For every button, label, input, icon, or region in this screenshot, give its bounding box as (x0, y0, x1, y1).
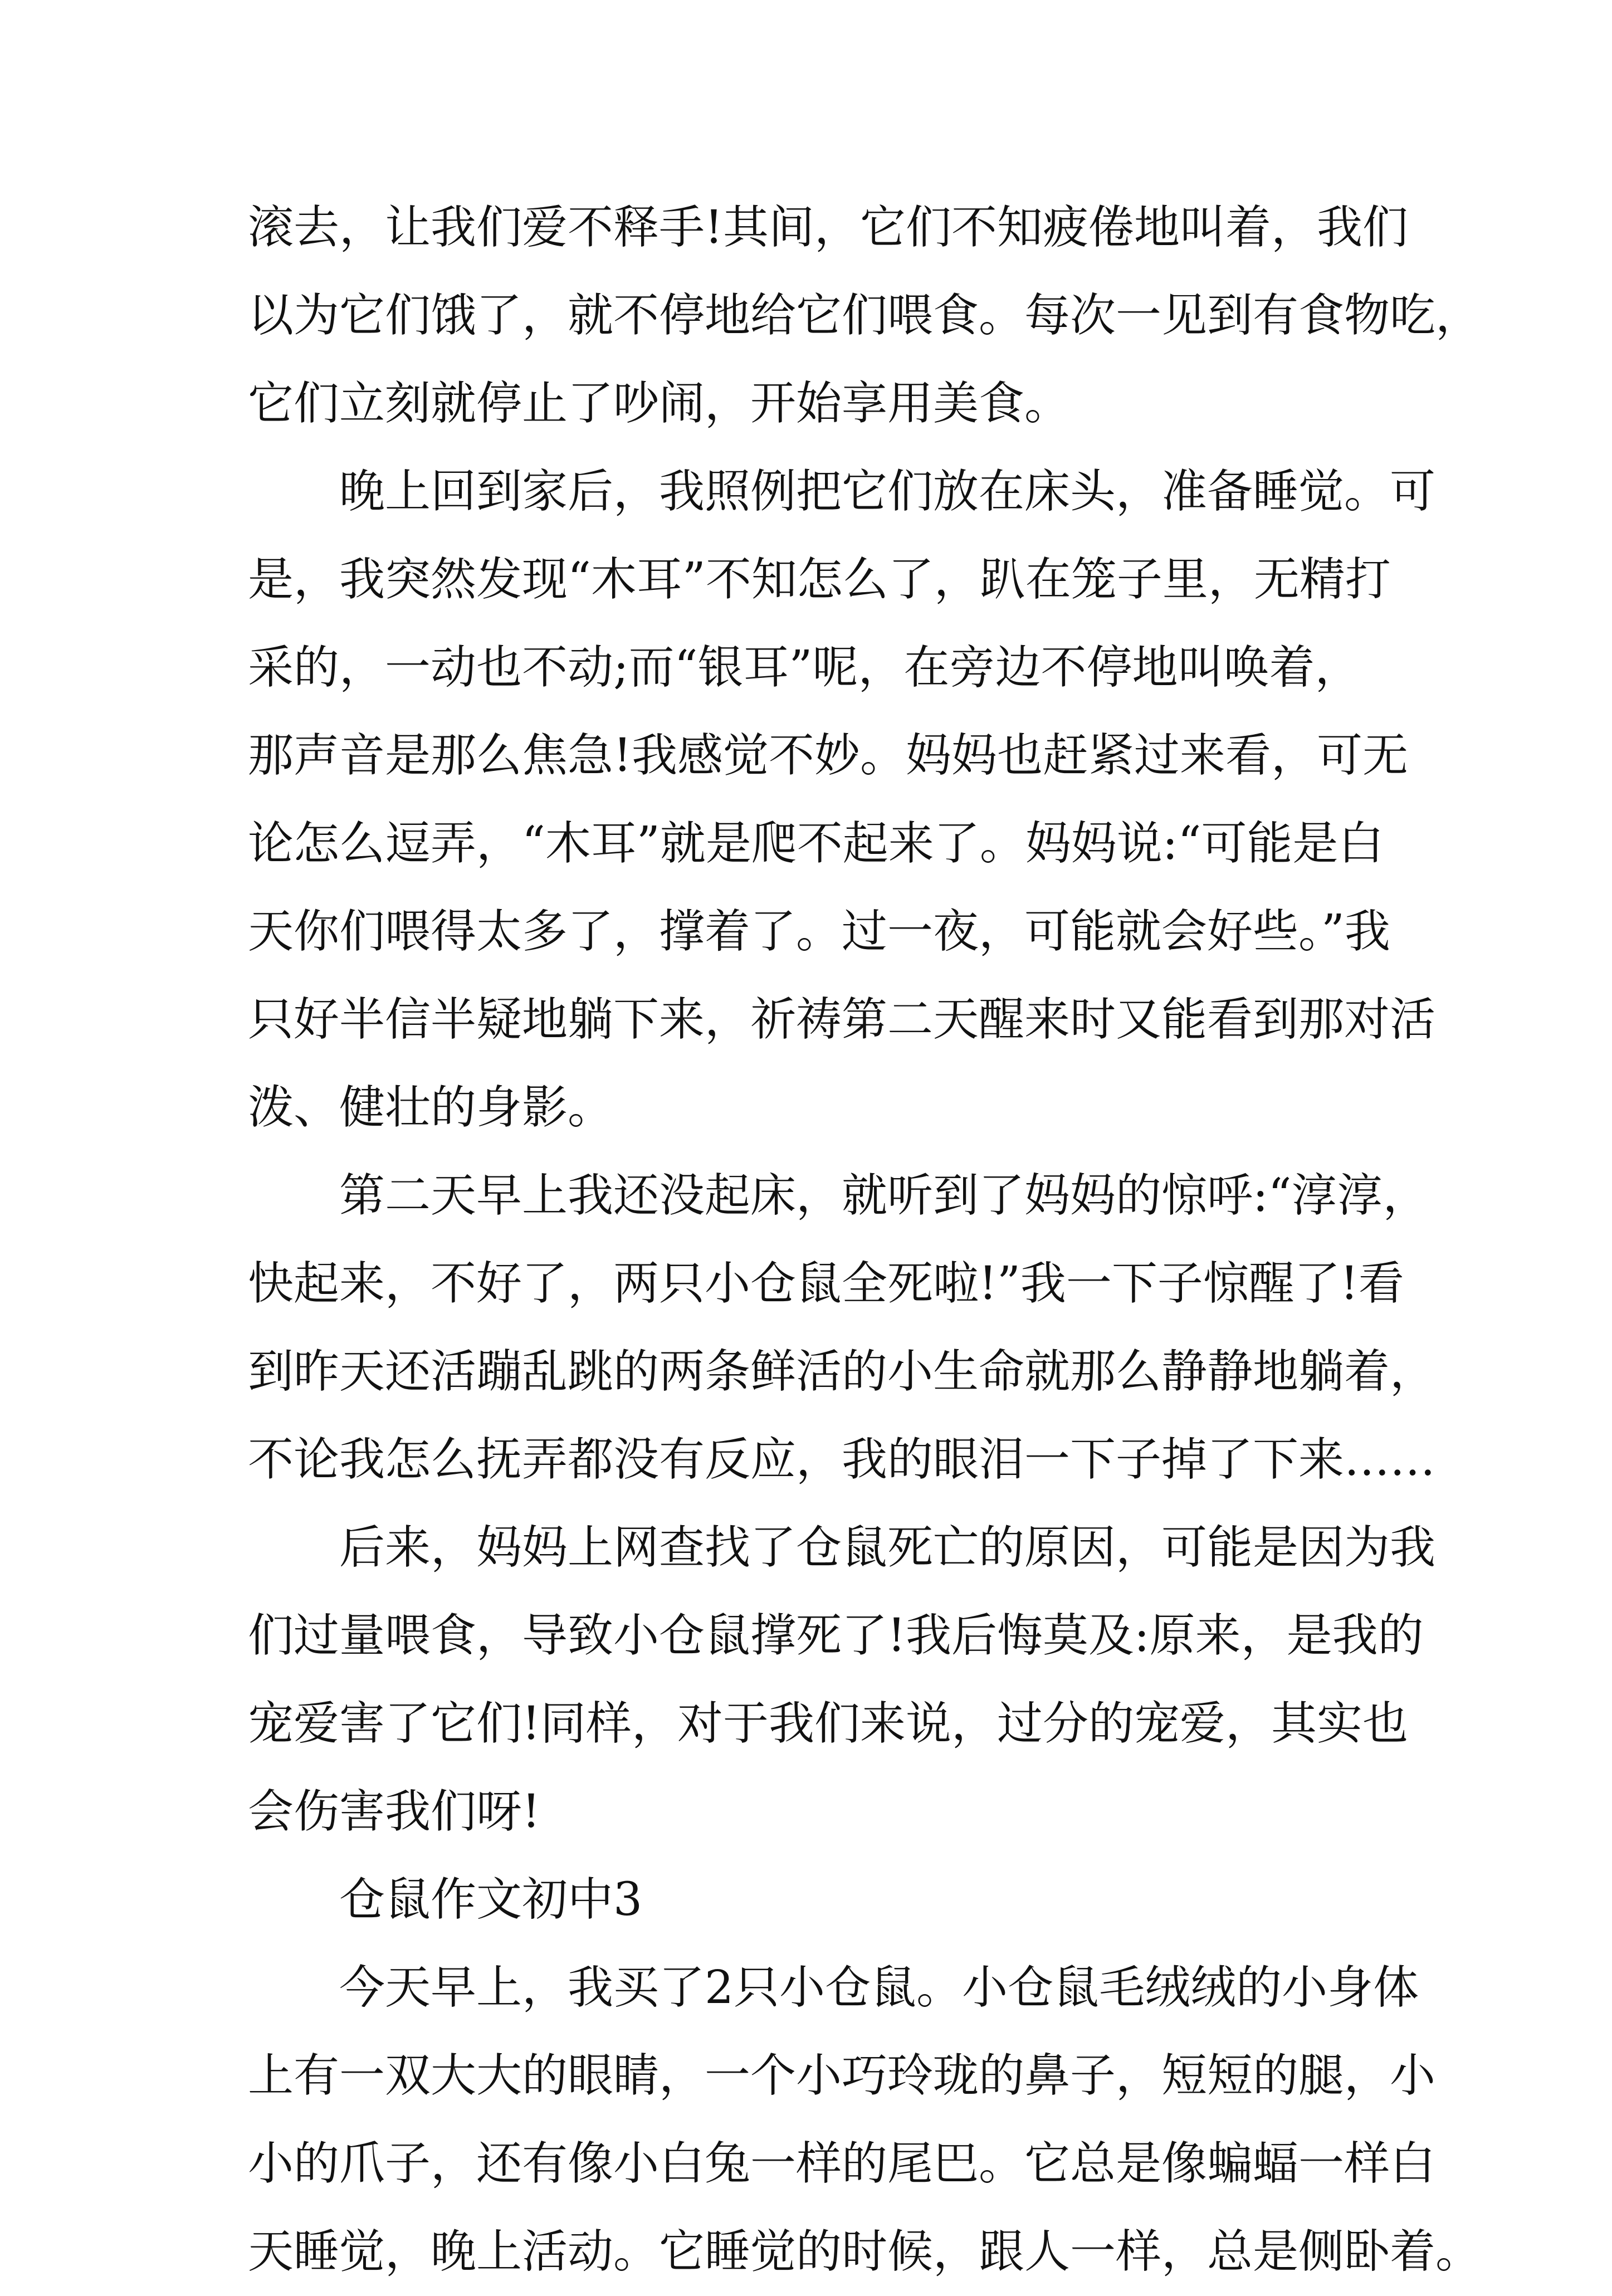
paragraph-start-line: 晚上回到家后，我照例把它们放在床头，准备睡觉。可 (339, 465, 1436, 518)
text-line: 论怎么逗弄，“木耳”就是爬不起来了。妈妈说:“可能是白 (248, 817, 1384, 870)
paragraph-start-line: 后来，妈妈上网查找了仓鼠死亡的原因，可能是因为我 (339, 1521, 1436, 1574)
paragraph-start-line: 第二天早上我还没起床，就听到了妈妈的惊呼:“淳淳， (339, 1169, 1429, 1222)
paragraph-start-line: 今天早上，我买了2只小仓鼠。小仓鼠毛绒绒的小身体 (339, 1961, 1419, 2014)
text-line: 到昨天还活蹦乱跳的两条鲜活的小生命就那么静静地躺着， (248, 1345, 1436, 1398)
text-line: 宠爱害了它们!同样，对于我们来说，过分的宠爱，其实也 (248, 1697, 1408, 1750)
text-line: 那声音是那么焦急!我感觉不妙。妈妈也赶紧过来看，可无 (248, 729, 1408, 782)
text-line: 是，我突然发现“木耳”不知怎么了，趴在笼子里，无精打 (248, 553, 1391, 606)
text-line: 会伤害我们呀! (248, 1785, 540, 1838)
text-line: 采的，一动也不动;而“银耳”呢，在旁边不停地叫唤着， (248, 641, 1361, 694)
text-line: 天睡觉，晚上活动。它睡觉的时候，跟人一样，总是侧卧着。 (248, 2225, 1482, 2278)
text-line: 不论我怎么抚弄都没有反应，我的眼泪一下子掉了下来…… (248, 1433, 1436, 1486)
text-line: 它们立刻就停止了吵闹，开始享用美食。 (248, 377, 1071, 430)
text-line: 天你们喂得太多了，撑着了。过一夜，可能就会好些。”我 (248, 905, 1390, 958)
text-line: 小的爪子，还有像小白兔一样的尾巴。它总是像蝙蝠一样白 (248, 2137, 1436, 2190)
text-line: 泼、健壮的身影。 (248, 1081, 614, 1134)
text-line: 上有一双大大的眼睛，一个小巧玲珑的鼻子，短短的腿，小 (248, 2049, 1436, 2102)
text-line: 以为它们饿了，就不停地给它们喂食。每次一见到有食物吃， (248, 289, 1482, 342)
text-line: 滚去，让我们爱不释手!其间，它们不知疲倦地叫着，我们 (248, 201, 1408, 254)
text-line: 们过量喂食，导致小仓鼠撑死了!我后悔莫及:原来，是我的 (248, 1609, 1424, 1662)
section-heading: 仓鼠作文初中3 (339, 1873, 643, 1926)
essay-text (248, 184, 1482, 2296)
text-line: 快起来，不好了，两只小仓鼠全死啦!”我一下子惊醒了!看 (248, 1257, 1404, 1310)
text-line: 只好半信半疑地躺下来，祈祷第二天醒来时又能看到那对活 (248, 993, 1436, 1046)
